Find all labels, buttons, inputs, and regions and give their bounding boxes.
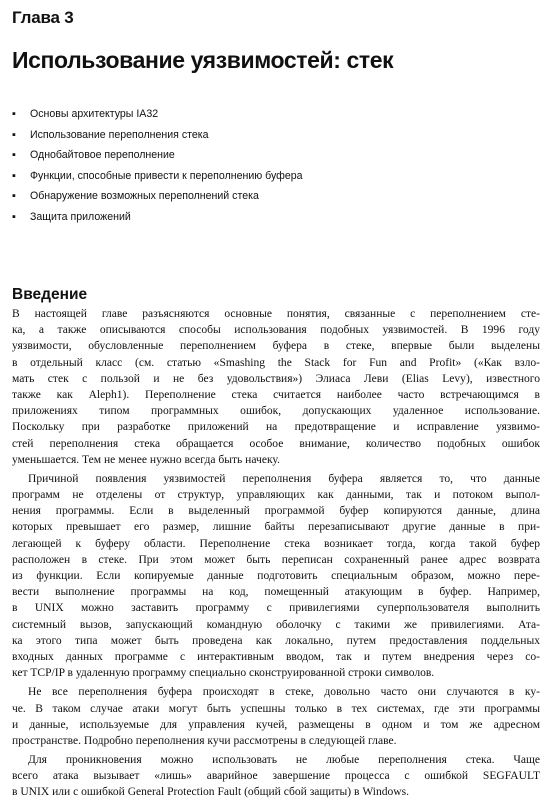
text-line: всего атака вызывает «лишь» аварийное завершение процесса с ошибкой SEGFAULT — [12, 770, 540, 783]
text-line: нения программы. Если в выделенный программой буфер копируются данные, длина — [12, 505, 540, 518]
text-line: вести выполнение программы на код, помещенный атакующим в буфер. Например, — [12, 586, 540, 599]
bullet-icon: ▪ — [12, 108, 16, 120]
paragraph — [12, 752, 540, 801]
text-line: Не все переполнения буфера происходят в стеке, довольно часто они случаются в ку- — [28, 686, 540, 699]
text-line: мать стек с пользой и не без удовольствия») Элиаса Леви (Elias Levy), известного — [12, 372, 540, 385]
text-line: приложениях типом программных ошибок, допускающих удаленное использование. — [12, 405, 540, 418]
text-line: че. В таком случае атаки могут быть успешны только в тех системах, где эти программы — [12, 702, 540, 715]
chapter-topics-list — [12, 104, 532, 228]
bullet-icon: ▪ — [12, 169, 16, 182]
paragraph — [12, 306, 540, 468]
topic-label: Основы архитектуры IA32 — [30, 108, 159, 120]
topic-label: Функции, способные привести к переполнению буфера — [30, 169, 303, 182]
text-line: уменьшается. Тем не менее нужно всегда быть начеку. — [12, 453, 280, 466]
text-line: в отдельный класс (см. статью «Smashing the Stack for Fun and Profit» («Как взло- — [12, 356, 540, 369]
bullet-icon: ▪ — [12, 128, 16, 141]
text-line: расположен в стеке. При этом может быть переписан сохраненный ранее адрес возврата — [12, 553, 540, 566]
text-line: кет TCP/IP в удаленную программу специально сконструированной строки символов. — [12, 667, 435, 680]
text-line: в UNIX можно заставить программу с привилегиями суперпользователя выполнить — [12, 602, 540, 615]
paragraph — [12, 471, 540, 681]
topic-label: Защита приложений — [30, 210, 131, 223]
text-line: из функции. Если копируемые данные подготовить специальным образом, можно пере- — [12, 570, 540, 582]
section-heading-introduction: Введение — [12, 286, 88, 303]
text-line: также как Aleph1). Переполнение стека считается наиболее часто встречающимся в — [12, 388, 540, 401]
topic-item — [12, 166, 532, 187]
text-line: стей переполнения стека обращается особое внимание, количество подобных ошибок — [12, 437, 540, 450]
topic-item — [12, 145, 532, 166]
text-line: Для проникновения можно использовать не любые переполнения стека. Чаще — [28, 754, 540, 767]
chapter-title: Использование уязвимостей: стек — [12, 47, 394, 73]
text-line: которых превышает его размер, лишние байты перезаписывают другие данные в при- — [12, 521, 540, 534]
text-line: и данные, используемые для управления кучей, размещены в одном и том же адресном — [12, 718, 540, 731]
text-line: системный вызов, запускающий командную оболочку с такими же привилегиями. Ата- — [12, 618, 540, 631]
text-line: ка этого типа может быть проведена как локально, путем предоставления поддельных — [12, 634, 540, 647]
bullet-icon: ▪ — [12, 210, 16, 223]
text-line: входных данных программе с интерактивным вводом, так и путем внедрения через со- — [12, 650, 540, 663]
text-line: пространстве. Подробно переполнения кучи рассмотрены в следующей главе. — [12, 734, 397, 747]
topic-label: Однобайтовое переполнение — [30, 149, 175, 162]
introduction-body — [12, 306, 540, 804]
text-line: В настоящей главе разъясняются основные понятия, связанные с переполнением сте- — [12, 308, 540, 320]
text-line: уязвимости, обусловленные переполнением буфера в стеке, впервые были выделены — [12, 340, 540, 353]
topic-item — [12, 186, 532, 207]
topic-item — [12, 207, 532, 228]
text-line: ка, а также описываются способы использования подобных уязвимостей. В 1996 году — [12, 324, 540, 337]
text-line: программ не отделены от структур, управляющих как данными, так и потоком выпол- — [12, 489, 540, 502]
chapter-label: Глава 3 — [12, 8, 74, 27]
bullet-icon: ▪ — [12, 190, 16, 203]
topic-item — [12, 104, 532, 125]
text-line: Причиной появления уязвимостей переполнения буфера является то, что данные — [28, 472, 540, 485]
topic-label: Использование переполнения стека — [30, 128, 209, 141]
topic-label: Обнаружение возможных переполнений стека — [30, 190, 259, 203]
text-line: легающей к буферу области. Переполнение стека возникает тогда, когда такой буфер — [12, 537, 540, 550]
paragraph — [12, 684, 540, 749]
topic-item — [12, 125, 532, 146]
text-line: Поскольку при разработке приложений на предотвращение и исправление уязвимо- — [12, 421, 540, 434]
text-line: в UNIX или с ошибкой General Protection Fault (общий сбой защиты) в Windows. — [12, 786, 410, 799]
bullet-icon: ▪ — [12, 149, 16, 162]
